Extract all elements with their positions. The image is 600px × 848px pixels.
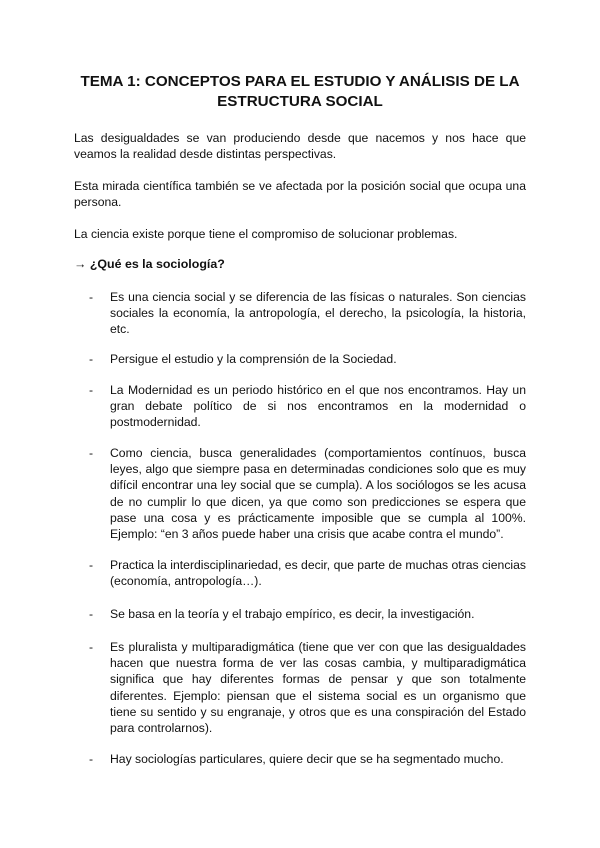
bullet-dash: - <box>89 352 94 366</box>
list-item-text: Se basa en la teoría y el trabajo empírico, es decir, la investigación. <box>110 607 475 621</box>
intro-paragraph-3: La ciencia existe porque tiene el compromiso de solucionar problemas. <box>74 227 458 241</box>
list-item-text: Practica la interdisciplinariedad, es decir, que parte de muchas otras ciencias (economía, antropología…). <box>110 558 526 589</box>
list-item-text: Es pluralista y multiparadigmática (tiene que ver con que las desigualdades hacen que nuestra forma de ver las cosas cambia, y multiparadigmática significa que hay diferentes formas de pensar y que son totalmente diferentes. Ejemplo: piensan que el sistema social es un organismo que tiene su sentido y su engranaje, y otros que es una conspiración del Estado para controlarnos). <box>110 640 526 736</box>
intro-paragraph-1: Las desigualdades se van produciendo desde que nacemos y nos hace que veamos la realidad desde distintas perspectivas. <box>74 131 526 162</box>
list-item-text: Como ciencia, busca generalidades (comportamientos contínuos, busca leyes, algo que siempre pasa en determinadas condiciones solo que es muy difícil encontrar una ley social que se cumpla). A los sociólogos se les acusa de no cumplir lo que dicen, ya que como son predicciones se espera que pase una cosa y es prácticamente imposible que se cumpla al 100%. Ejemplo: “en 3 años puede haber una crisis que acabe contra el mundo”. <box>110 446 526 542</box>
bullet-dash: - <box>89 383 94 397</box>
bullet-dash: - <box>89 446 94 460</box>
list-item-text: Persigue el estudio y la comprensión de la Sociedad. <box>110 352 397 366</box>
bullet-dash: - <box>89 640 94 654</box>
bullet-dash: - <box>89 558 94 572</box>
intro-paragraph-2: Esta mirada científica también se ve afectada por la posición social que ocupa una persona. <box>74 179 526 210</box>
bullet-dash: - <box>89 752 94 766</box>
list-item-text: Hay sociologías particulares, quiere decir que se ha segmentado mucho. <box>110 752 504 766</box>
page-title: TEMA 1: CONCEPTOS PARA EL ESTUDIO Y ANÁLISIS DE LA ESTRUCTURA SOCIAL <box>80 73 520 110</box>
list-item-text: La Modernidad es un periodo histórico en el que nos encontramos. Hay un gran debate político de si nos encontramos en la modernidad o postmodernidad. <box>110 383 526 430</box>
section-heading: → ¿Qué es la sociología? <box>74 257 225 271</box>
bullet-dash: - <box>89 290 94 304</box>
bullet-dash: - <box>89 607 94 621</box>
list-item-text: Es una ciencia social y se diferencia de las físicas o naturales. Son ciencias sociales la economía, la antropología, el derecho, la psicología, la historia, etc. <box>110 290 526 337</box>
